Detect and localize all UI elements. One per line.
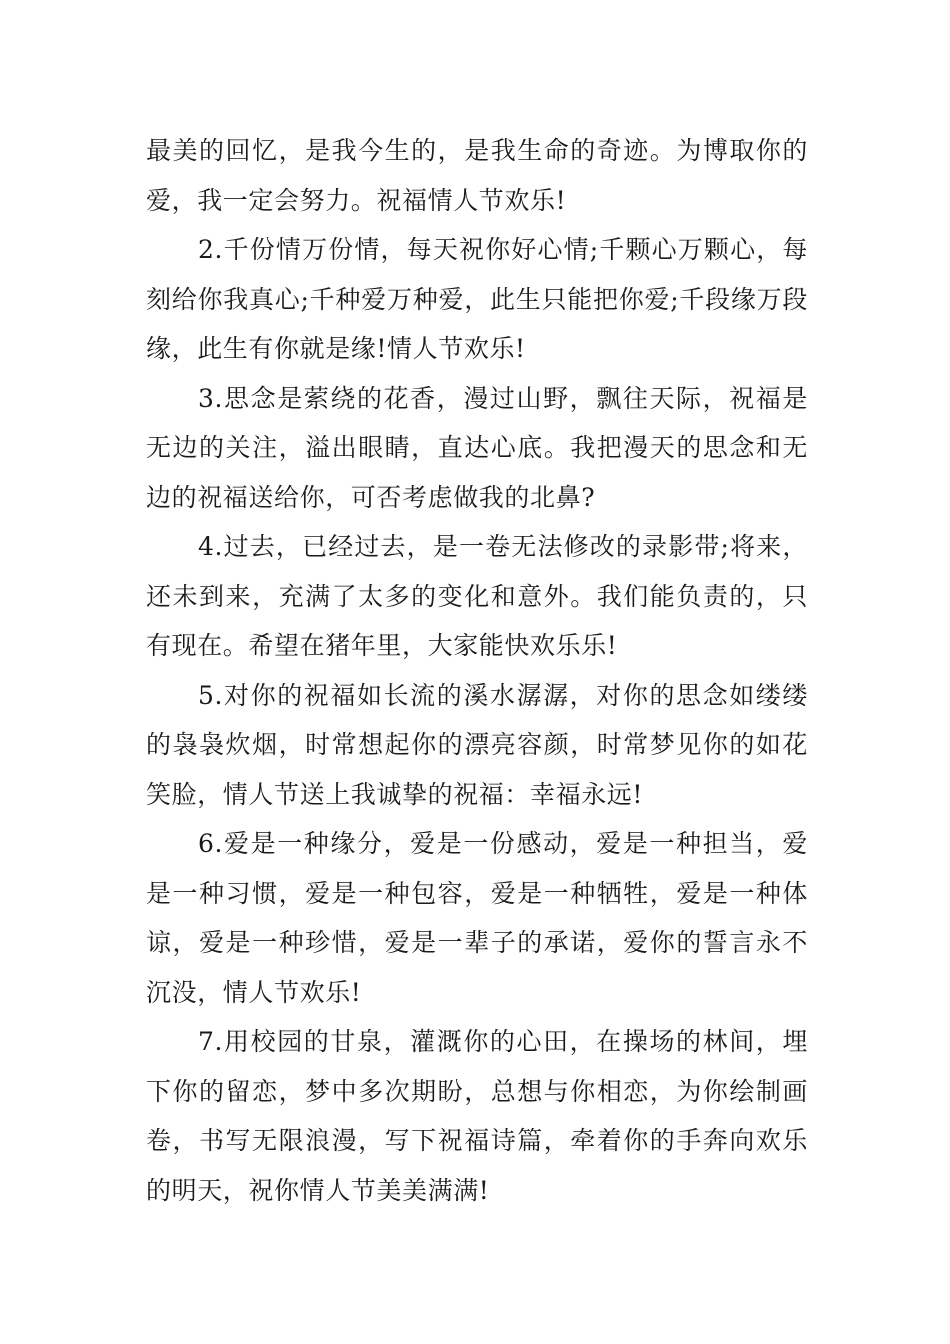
paragraph-4: 4.过去，已经过去，是一卷无法修改的录影带;将来，还未到来，充满了太多的变化和意外。我们能负责的，只有现在。希望在猪年里，大家能快欢乐乐! [146,532,808,660]
paragraph-5: 5.对你的祝福如长流的溪水潺潺，对你的思念如缕缕的袅袅炊烟，时常想起你的漂亮容颜，时常梦见你的如花笑脸，情人节送上我诚挚的祝福：幸福永远! [146,680,808,809]
paragraph-intro: 最美的回忆，是我今生的，是我生命的奇迹。为博取你的爱，我一定会努力。祝福情人节欢乐! [146,136,808,215]
document-body [146,126,808,1215]
paragraph-2: 2.千份情万份情，每天祝你好心情;千颗心万颗心，每刻给你我真心;千种爱万种爱，此生只能把你爱;千段缘万段缘，此生有你就是缘!情人节欢乐! [146,235,808,363]
paragraph-3: 3.思念是萦绕的花香，漫过山野，飘往天际，祝福是无边的关注，溢出眼睛，直达心底。我把漫天的思念和无边的祝福送给你，可否考虑做我的北鼻? [146,383,808,512]
paragraph-6: 6.爱是一种缘分，爱是一份感动，爱是一种担当，爱是一种习惯，爱是一种包容，爱是一种牺牲，爱是一种体谅，爱是一种珍惜，爱是一辈子的承诺，爱你的誓言永不沉没，情人节欢乐! [146,829,808,1007]
paragraph-7: 7.用校园的甘泉，灌溉你的心田，在操场的林间，埋下你的留恋，梦中多次期盼，总想与你相恋，为你绘制画卷，书写无限浪漫，写下祝福诗篇，牵着你的手奔向欢乐的明天，祝你情人节美美满满! [146,1027,808,1205]
